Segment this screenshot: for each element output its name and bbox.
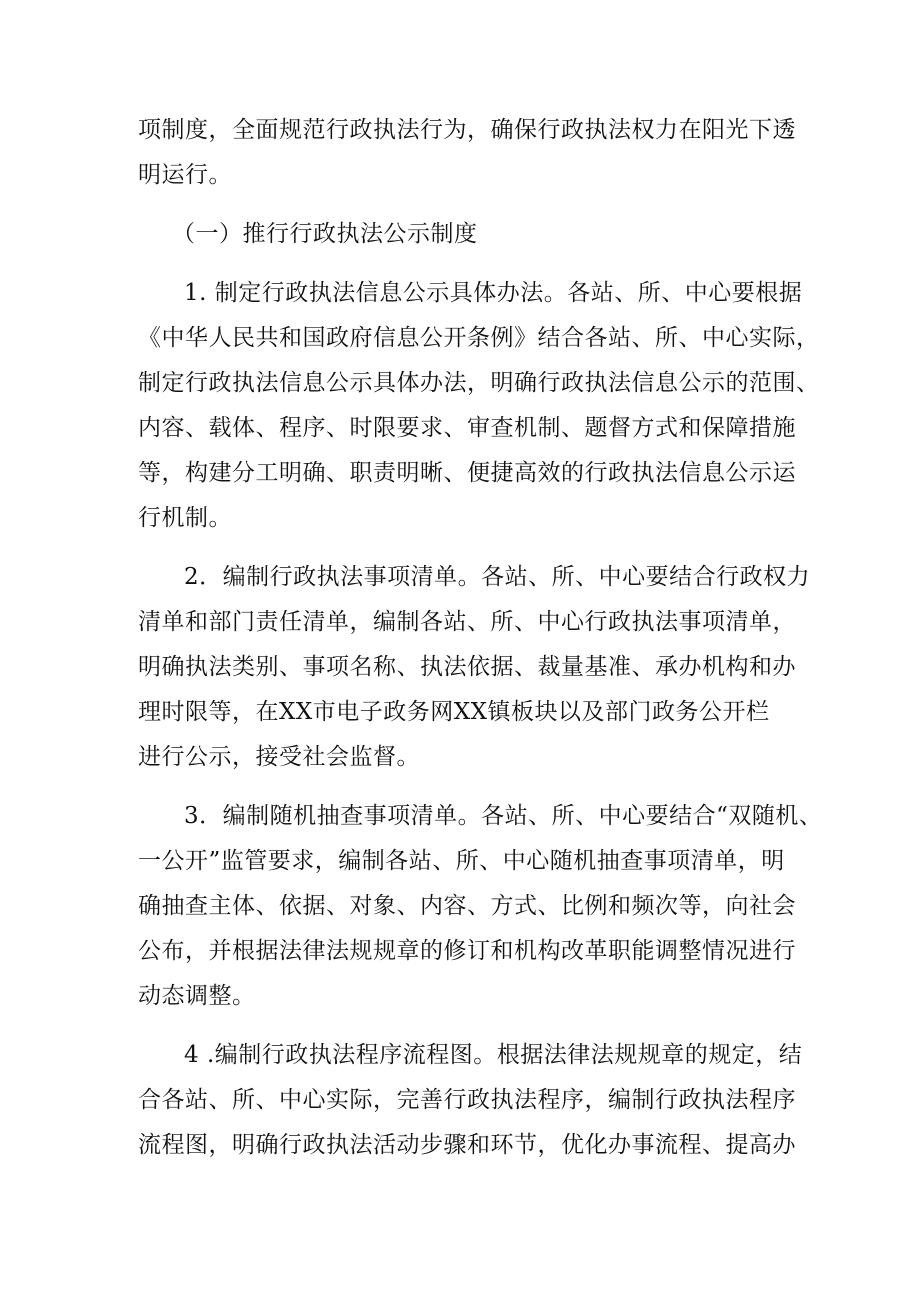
text-line: 动态调整。 <box>138 983 256 1009</box>
paragraph-intro <box>138 108 796 198</box>
text-line: 进行公示，接受社会监督。 <box>138 744 420 770</box>
text-line: 流程图，明确行政执法活动步骤和环节，优化办事流程、提高办 <box>138 1132 796 1158</box>
text-line: 一公开”监管要求，编制各站、所、中心随机抽查事项清单，明 <box>138 848 785 874</box>
text-line: 1. 制定行政执法信息公示具体办法。各站、所、中心要根据 <box>184 280 803 306</box>
text-line: 行机制。 <box>138 505 232 531</box>
paragraph-item-4 <box>138 1033 803 1168</box>
text-line: 明确执法类别、事项名称、执法依据、裁量基准、承办机构和办 <box>138 654 796 680</box>
text-line: 合各站、所、中心实际，完善行政执法程序，编制行政执法程序 <box>138 1087 796 1113</box>
text-line: 3．编制随机抽查事项清单。各站、所、中心要结合“双随机、 <box>184 803 823 829</box>
section-heading-text: （一）推行行政执法公示制度 <box>172 221 478 247</box>
text-line: 《中华人民共和国政府信息公开条例》结合各站、所、中心实际， <box>138 325 820 351</box>
paragraph-item-2 <box>138 555 811 780</box>
text-line: 制定行政执法信息公示具体办法，明确行政执法信息公示的范围、 <box>138 370 820 396</box>
text-line: 4 .编制行政执法程序流程图。根据法律法规规章的规定，结 <box>184 1042 803 1068</box>
text-line: 项制度，全面规范行政执法行为，确保行政执法权力在阳光下透 <box>138 117 796 143</box>
text-line: 公布，并根据法律法规规章的修订和机构改革职能调整情况进行 <box>138 938 796 964</box>
text-line: 确抽查主体、依据、对象、内容、方式、比例和频次等，向社会 <box>138 893 796 919</box>
section-heading <box>138 212 788 257</box>
text-line: 明运行。 <box>138 162 232 188</box>
text-line: 等，构建分工明确、职责明晰、便捷高效的行政执法信息公示运 <box>138 460 796 486</box>
document-body <box>138 108 823 1168</box>
text-line: 清单和部门责任清单，编制各站、所、中心行政执法事项清单， <box>138 609 796 635</box>
text-line: 理时限等，在XX市电子政务网XX镇板块以及部门政务公开栏 <box>138 699 770 725</box>
text-line: 内容、载体、程序、时限要求、审查机制、题督方式和保障措施 <box>138 415 796 441</box>
paragraph-item-3 <box>138 794 823 1019</box>
paragraph-item-1 <box>138 271 820 541</box>
text-line: 2．编制行政执法事项清单。各站、所、中心要结合行政权力 <box>184 564 811 590</box>
